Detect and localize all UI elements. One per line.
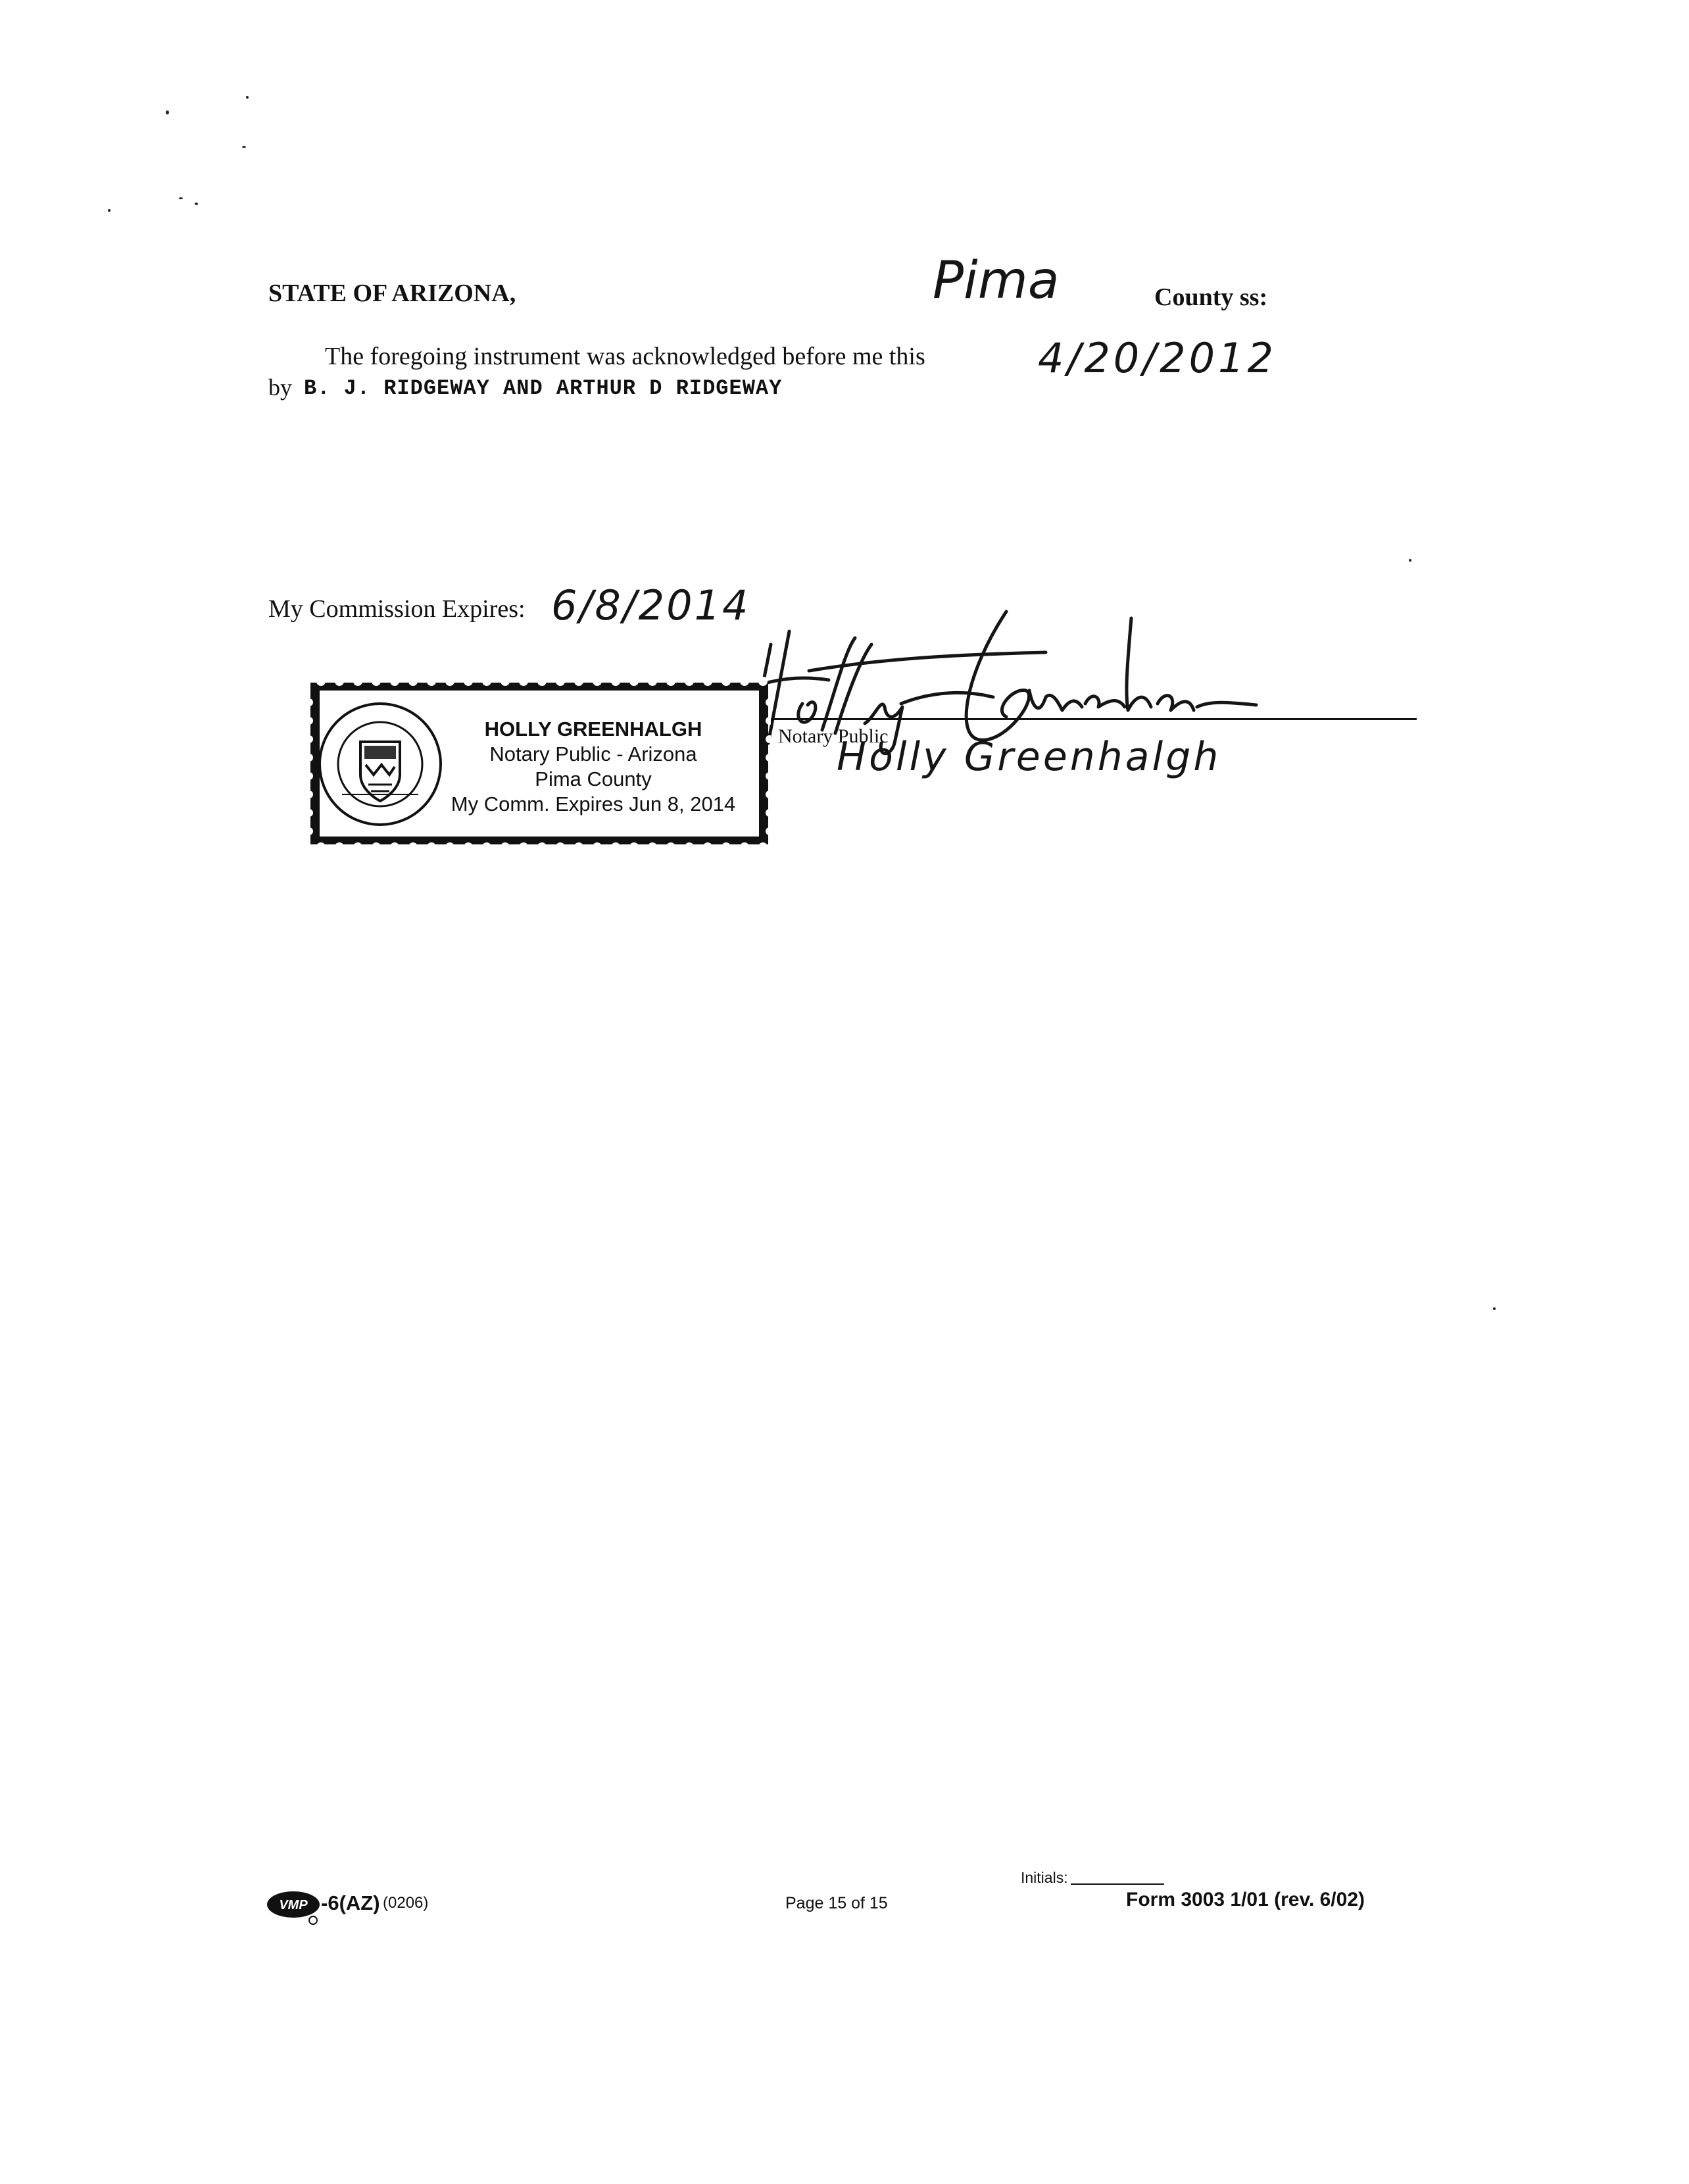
stamp-expires: My Comm. Expires Jun 8, 2014	[451, 792, 736, 815]
notary-public-label: Notary Public	[778, 725, 889, 747]
acknowledgment-date-handwritten: 4/20/2012	[1038, 334, 1277, 382]
stamp-county: Pima County	[535, 767, 652, 790]
commission-label: My Commission Expires:	[268, 595, 526, 623]
county-label: County ss:	[1154, 283, 1268, 311]
commission-date-handwritten: 6/8/2014	[551, 581, 750, 629]
county-handwritten: Pima	[933, 251, 1060, 310]
by-label: by	[268, 374, 292, 400]
initials-label: Initials:	[1021, 1869, 1068, 1886]
state-seal-icon	[320, 704, 441, 825]
initials-line	[1071, 1883, 1164, 1885]
page-number: Page 15 of 15	[785, 1894, 888, 1912]
stamp-text	[429, 717, 758, 817]
stamp-notary-name: HOLLY GREENHALGH	[484, 717, 702, 740]
acknowledgment-text: The foregoing instrument was acknowledged before me this	[325, 343, 925, 370]
svg-text:VMP: VMP	[279, 1898, 308, 1912]
form-number: Form 3003 1/01 (rev. 6/02)	[1126, 1889, 1365, 1910]
vmp-logo	[263, 1889, 326, 1926]
footer-code-number: (0206)	[383, 1894, 429, 1912]
notary-printed-name-handwritten: Holly Greenhalgh	[837, 734, 1221, 780]
state-label: STATE OF ARIZONA,	[268, 279, 516, 307]
stamp-title: Notary Public - Arizona	[489, 742, 697, 765]
signature-line	[763, 718, 1417, 720]
footer-form-code: -6(AZ)	[321, 1891, 380, 1914]
acknowledged-names: B. J. RIDGEWAY AND ARTHUR D RIDGEWAY	[304, 376, 783, 400]
